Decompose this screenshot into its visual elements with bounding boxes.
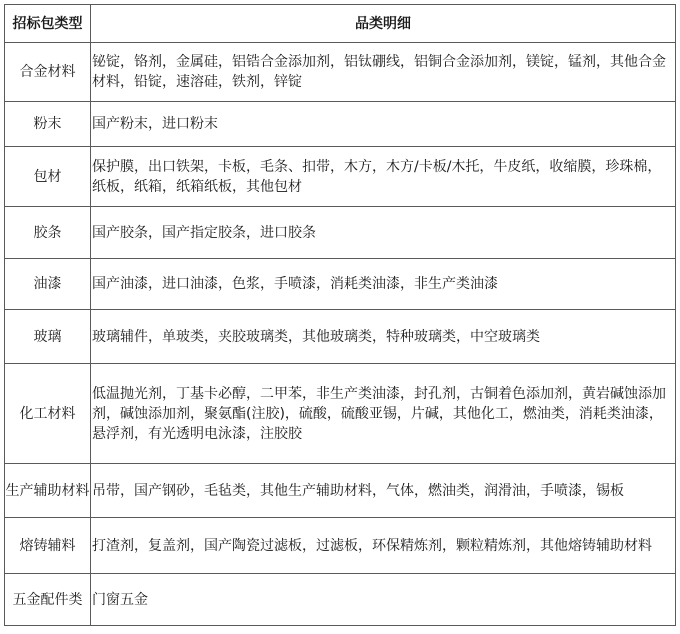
table-row bbox=[5, 574, 676, 626]
row-detail-cell: 玻璃辅件，单玻类，夹胶玻璃类，其他玻璃类，特种玻璃类，中空玻璃类 bbox=[91, 310, 676, 364]
row-type-cell: 化工材料 bbox=[5, 364, 91, 464]
row-type-cell: 胶条 bbox=[5, 207, 91, 259]
row-detail-cell: 门窗五金 bbox=[91, 574, 676, 626]
row-detail-cell: 保护膜，出口铁架，卡板，毛条、扣带，木方，木方/卡板/木托，牛皮纸，收缩膜，珍珠棉，纸板，纸箱，纸箱纸板，其他包材 bbox=[91, 147, 676, 207]
table-row bbox=[5, 464, 676, 518]
row-type-cell: 包材 bbox=[5, 147, 91, 207]
row-type-cell: 粉末 bbox=[5, 102, 91, 147]
table-row bbox=[5, 43, 676, 102]
row-detail-cell: 国产油漆，进口油漆，色浆，手喷漆，消耗类油漆，非生产类油漆 bbox=[91, 259, 676, 310]
row-type-cell: 熔铸辅料 bbox=[5, 518, 91, 574]
table-row bbox=[5, 259, 676, 310]
header-bid-package-type: 招标包类型 bbox=[5, 5, 91, 43]
row-detail-cell: 国产粉末，进口粉末 bbox=[91, 102, 676, 147]
table-row bbox=[5, 102, 676, 147]
table-header-row bbox=[5, 5, 676, 43]
procurement-category-table bbox=[4, 4, 676, 626]
table-row bbox=[5, 518, 676, 574]
row-type-cell: 合金材料 bbox=[5, 43, 91, 102]
row-detail-cell: 铋锭，铬剂，金属硅，铝锆合金添加剂，铝钛硼线，铝铜合金添加剂，镁锭，锰剂，其他合金材料，铅锭，速溶硅，铁剂，锌锭 bbox=[91, 43, 676, 102]
table-row bbox=[5, 364, 676, 464]
table-row bbox=[5, 147, 676, 207]
row-detail-cell: 吊带，国产钢砂，毛毡类，其他生产辅助材料，气体，燃油类，润滑油，手喷漆，锡板 bbox=[91, 464, 676, 518]
row-type-cell: 五金配件类 bbox=[5, 574, 91, 626]
row-type-cell: 生产辅助材料 bbox=[5, 464, 91, 518]
row-detail-cell: 低温抛光剂，丁基卡必醇，二甲苯，非生产类油漆，封孔剂，古铜着色添加剂，黄岩碱蚀添加剂，碱蚀添加剂，聚氨酯(注胶)，硫酸，硫酸亚锡，片碱，其他化工，燃油类，消耗类油漆，悬浮剂，有光透明电泳漆，注胶胶 bbox=[91, 364, 676, 464]
table-row bbox=[5, 207, 676, 259]
row-detail-cell: 国产胶条，国产指定胶条，进口胶条 bbox=[91, 207, 676, 259]
row-detail-cell: 打渣剂，复盖剂，国产陶瓷过滤板，过滤板，环保精炼剂，颗粒精炼剂，其他熔铸辅助材料 bbox=[91, 518, 676, 574]
row-type-cell: 玻璃 bbox=[5, 310, 91, 364]
header-category-detail: 品类明细 bbox=[91, 5, 676, 43]
row-type-cell: 油漆 bbox=[5, 259, 91, 310]
table-row bbox=[5, 310, 676, 364]
